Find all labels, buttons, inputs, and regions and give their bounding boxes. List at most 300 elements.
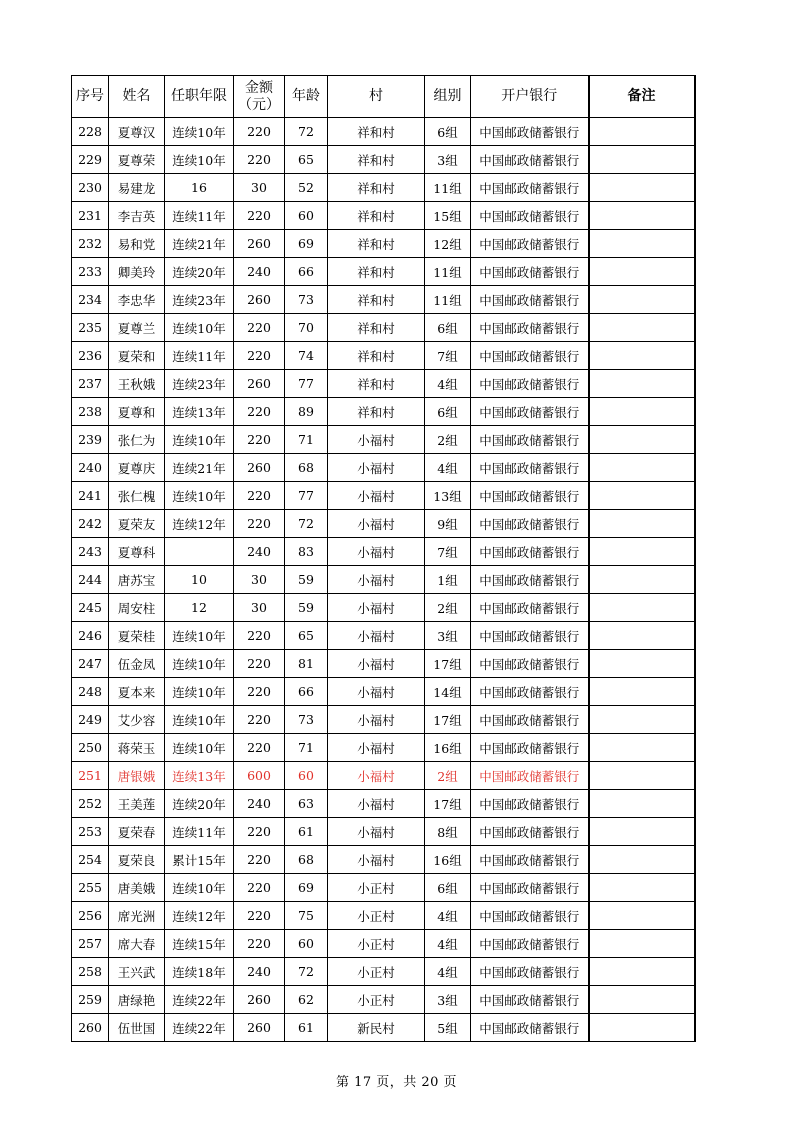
amount-cell: 220 xyxy=(234,342,285,370)
amount-cell: 260 xyxy=(234,370,285,398)
group-cell: 11组 xyxy=(425,174,471,202)
village-cell: 新民村 xyxy=(328,1014,425,1042)
seq-cell: 252 xyxy=(72,790,109,818)
village-cell: 小福村 xyxy=(328,454,425,482)
group-cell: 1组 xyxy=(425,566,471,594)
seq-cell: 241 xyxy=(72,482,109,510)
table-row xyxy=(72,706,695,734)
seq-cell: 236 xyxy=(72,342,109,370)
group-cell: 16组 xyxy=(425,846,471,874)
tenure-cell: 累计15年 xyxy=(165,846,234,874)
seq-cell: 250 xyxy=(72,734,109,762)
table-row xyxy=(72,818,695,846)
tenure-cell: 连续21年 xyxy=(165,230,234,258)
remark-cell xyxy=(589,958,695,986)
village-cell: 祥和村 xyxy=(328,202,425,230)
remark-cell xyxy=(589,566,695,594)
seq-cell: 232 xyxy=(72,230,109,258)
bank-cell: 中国邮政储蓄银行 xyxy=(471,902,589,930)
group-cell: 4组 xyxy=(425,930,471,958)
table-row xyxy=(72,174,695,202)
amount-cell: 600 xyxy=(234,762,285,790)
bank-cell: 中国邮政储蓄银行 xyxy=(471,650,589,678)
name-cell: 夏本来 xyxy=(109,678,165,706)
seq-cell: 238 xyxy=(72,398,109,426)
table-row xyxy=(72,874,695,902)
name-cell: 伍金凤 xyxy=(109,650,165,678)
bank-cell: 中国邮政储蓄银行 xyxy=(471,706,589,734)
name-cell: 艾少容 xyxy=(109,706,165,734)
bank-cell: 中国邮政储蓄银行 xyxy=(471,230,589,258)
table-row xyxy=(72,258,695,286)
village-cell: 祥和村 xyxy=(328,258,425,286)
remark-cell xyxy=(589,482,695,510)
amount-cell: 220 xyxy=(234,818,285,846)
name-cell: 张仁槐 xyxy=(109,482,165,510)
table-row xyxy=(72,762,695,790)
name-cell: 王美莲 xyxy=(109,790,165,818)
age-cell: 73 xyxy=(285,706,328,734)
group-cell: 5组 xyxy=(425,1014,471,1042)
village-cell: 祥和村 xyxy=(328,314,425,342)
group-cell: 16组 xyxy=(425,734,471,762)
village-cell: 祥和村 xyxy=(328,230,425,258)
seq-cell: 257 xyxy=(72,930,109,958)
table-row xyxy=(72,482,695,510)
header-name: 姓名 xyxy=(109,76,165,118)
remark-cell xyxy=(589,146,695,174)
village-cell: 小正村 xyxy=(328,902,425,930)
seq-cell: 256 xyxy=(72,902,109,930)
amount-cell: 220 xyxy=(234,930,285,958)
group-cell: 6组 xyxy=(425,118,471,146)
table-row xyxy=(72,370,695,398)
seq-cell: 239 xyxy=(72,426,109,454)
name-cell: 夏尊汉 xyxy=(109,118,165,146)
village-cell: 小福村 xyxy=(328,510,425,538)
age-cell: 75 xyxy=(285,902,328,930)
seq-cell: 231 xyxy=(72,202,109,230)
village-cell: 祥和村 xyxy=(328,118,425,146)
remark-cell xyxy=(589,594,695,622)
group-cell: 12组 xyxy=(425,230,471,258)
bank-cell: 中国邮政储蓄银行 xyxy=(471,342,589,370)
group-cell: 6组 xyxy=(425,314,471,342)
village-cell: 小福村 xyxy=(328,734,425,762)
bank-cell: 中国邮政储蓄银行 xyxy=(471,790,589,818)
name-cell: 王兴武 xyxy=(109,958,165,986)
tenure-cell: 连续10年 xyxy=(165,314,234,342)
village-cell: 小正村 xyxy=(328,930,425,958)
age-cell: 69 xyxy=(285,874,328,902)
seq-cell: 244 xyxy=(72,566,109,594)
age-cell: 66 xyxy=(285,258,328,286)
age-cell: 68 xyxy=(285,846,328,874)
age-cell: 81 xyxy=(285,650,328,678)
header-remark: 备注 xyxy=(589,76,695,118)
name-cell: 张仁为 xyxy=(109,426,165,454)
remark-cell xyxy=(589,706,695,734)
tenure-cell: 连续10年 xyxy=(165,118,234,146)
amount-cell: 240 xyxy=(234,538,285,566)
amount-cell: 220 xyxy=(234,398,285,426)
group-cell: 2组 xyxy=(425,762,471,790)
age-cell: 65 xyxy=(285,622,328,650)
group-cell: 3组 xyxy=(425,986,471,1014)
table-row xyxy=(72,118,695,146)
amount-cell: 220 xyxy=(234,650,285,678)
age-cell: 71 xyxy=(285,734,328,762)
page-footer: 第 17 页，共 20 页 xyxy=(335,1075,458,1090)
bank-cell: 中国邮政储蓄银行 xyxy=(471,174,589,202)
village-cell: 小福村 xyxy=(328,678,425,706)
amount-cell: 30 xyxy=(234,594,285,622)
seq-cell: 233 xyxy=(72,258,109,286)
village-cell: 小正村 xyxy=(328,874,425,902)
name-cell: 夏荣和 xyxy=(109,342,165,370)
name-cell: 夏荣友 xyxy=(109,510,165,538)
seq-cell: 229 xyxy=(72,146,109,174)
bank-cell: 中国邮政储蓄银行 xyxy=(471,426,589,454)
group-cell: 9组 xyxy=(425,510,471,538)
bank-cell: 中国邮政储蓄银行 xyxy=(471,930,589,958)
age-cell: 73 xyxy=(285,286,328,314)
name-cell: 伍世国 xyxy=(109,1014,165,1042)
table-row xyxy=(72,286,695,314)
amount-cell: 220 xyxy=(234,426,285,454)
tenure-cell: 连续10年 xyxy=(165,622,234,650)
age-cell: 68 xyxy=(285,454,328,482)
table-row xyxy=(72,734,695,762)
name-cell: 夏尊荣 xyxy=(109,146,165,174)
seq-cell: 243 xyxy=(72,538,109,566)
group-cell: 4组 xyxy=(425,902,471,930)
amount-cell: 260 xyxy=(234,454,285,482)
table-row xyxy=(72,566,695,594)
bank-cell: 中国邮政储蓄银行 xyxy=(471,1014,589,1042)
age-cell: 60 xyxy=(285,202,328,230)
name-cell: 夏尊兰 xyxy=(109,314,165,342)
remark-cell xyxy=(589,230,695,258)
table-row xyxy=(72,202,695,230)
amount-cell: 220 xyxy=(234,734,285,762)
bank-cell: 中国邮政储蓄银行 xyxy=(471,958,589,986)
header-amount-line2: （元） xyxy=(238,96,280,113)
group-cell: 17组 xyxy=(425,706,471,734)
tenure-cell: 连续10年 xyxy=(165,678,234,706)
village-cell: 祥和村 xyxy=(328,174,425,202)
bank-cell: 中国邮政储蓄银行 xyxy=(471,762,589,790)
table-row xyxy=(72,314,695,342)
remark-cell xyxy=(589,426,695,454)
village-cell: 小福村 xyxy=(328,566,425,594)
village-cell: 小福村 xyxy=(328,846,425,874)
name-cell: 夏尊科 xyxy=(109,538,165,566)
amount-cell: 240 xyxy=(234,258,285,286)
tenure-cell: 10 xyxy=(165,566,234,594)
header-amount-line1: 金额 xyxy=(245,79,273,96)
remark-cell xyxy=(589,734,695,762)
seq-cell: 253 xyxy=(72,818,109,846)
remark-cell xyxy=(589,174,695,202)
remark-cell xyxy=(589,650,695,678)
table-row xyxy=(72,342,695,370)
bank-cell: 中国邮政储蓄银行 xyxy=(471,202,589,230)
remark-cell xyxy=(589,454,695,482)
bank-cell: 中国邮政储蓄银行 xyxy=(471,398,589,426)
age-cell: 77 xyxy=(285,370,328,398)
table-row xyxy=(72,790,695,818)
seq-cell: 230 xyxy=(72,174,109,202)
tenure-cell: 连续10年 xyxy=(165,706,234,734)
table-row xyxy=(72,454,695,482)
amount-cell: 30 xyxy=(234,566,285,594)
bank-cell: 中国邮政储蓄银行 xyxy=(471,538,589,566)
seq-cell: 260 xyxy=(72,1014,109,1042)
group-cell: 11组 xyxy=(425,258,471,286)
seq-cell: 237 xyxy=(72,370,109,398)
amount-cell: 240 xyxy=(234,958,285,986)
age-cell: 72 xyxy=(285,118,328,146)
group-cell: 6组 xyxy=(425,398,471,426)
seq-cell: 228 xyxy=(72,118,109,146)
bank-cell: 中国邮政储蓄银行 xyxy=(471,566,589,594)
table-row xyxy=(72,426,695,454)
village-cell: 小福村 xyxy=(328,482,425,510)
bank-cell: 中国邮政储蓄银行 xyxy=(471,510,589,538)
remark-cell xyxy=(589,790,695,818)
remark-cell xyxy=(589,818,695,846)
remark-cell xyxy=(589,762,695,790)
bank-cell: 中国邮政储蓄银行 xyxy=(471,314,589,342)
tenure-cell: 连续12年 xyxy=(165,510,234,538)
header-bank: 开户银行 xyxy=(471,76,589,118)
remark-cell xyxy=(589,342,695,370)
amount-cell: 260 xyxy=(234,230,285,258)
age-cell: 52 xyxy=(285,174,328,202)
table-row xyxy=(72,650,695,678)
header-seq: 序号 xyxy=(72,76,109,118)
tenure-cell: 连续10年 xyxy=(165,874,234,902)
village-cell: 小福村 xyxy=(328,706,425,734)
village-cell: 小福村 xyxy=(328,622,425,650)
tenure-cell: 连续18年 xyxy=(165,958,234,986)
remark-cell xyxy=(589,118,695,146)
remark-cell xyxy=(589,202,695,230)
seq-cell: 245 xyxy=(72,594,109,622)
remark-cell xyxy=(589,622,695,650)
village-cell: 祥和村 xyxy=(328,342,425,370)
group-cell: 3组 xyxy=(425,146,471,174)
name-cell: 唐银娥 xyxy=(109,762,165,790)
group-cell: 17组 xyxy=(425,790,471,818)
tenure-cell: 连续15年 xyxy=(165,930,234,958)
village-cell: 小正村 xyxy=(328,986,425,1014)
age-cell: 72 xyxy=(285,510,328,538)
age-cell: 59 xyxy=(285,594,328,622)
tenure-cell: 连续20年 xyxy=(165,790,234,818)
seq-cell: 249 xyxy=(72,706,109,734)
group-cell: 7组 xyxy=(425,342,471,370)
age-cell: 65 xyxy=(285,146,328,174)
amount-cell: 220 xyxy=(234,146,285,174)
tenure-cell: 连续10年 xyxy=(165,426,234,454)
name-cell: 李忠华 xyxy=(109,286,165,314)
group-cell: 4组 xyxy=(425,454,471,482)
table-row xyxy=(72,902,695,930)
age-cell: 70 xyxy=(285,314,328,342)
remark-cell xyxy=(589,930,695,958)
amount-cell: 220 xyxy=(234,202,285,230)
seq-cell: 240 xyxy=(72,454,109,482)
seq-cell: 259 xyxy=(72,986,109,1014)
roster-table xyxy=(71,75,696,1042)
group-cell: 11组 xyxy=(425,286,471,314)
amount-cell: 220 xyxy=(234,902,285,930)
name-cell: 席光洲 xyxy=(109,902,165,930)
tenure-cell: 连续23年 xyxy=(165,286,234,314)
bank-cell: 中国邮政储蓄银行 xyxy=(471,454,589,482)
amount-cell: 220 xyxy=(234,622,285,650)
tenure-cell: 连续20年 xyxy=(165,258,234,286)
age-cell: 89 xyxy=(285,398,328,426)
group-cell: 13组 xyxy=(425,482,471,510)
tenure-cell: 连续10年 xyxy=(165,650,234,678)
bank-cell: 中国邮政储蓄银行 xyxy=(471,370,589,398)
tenure-cell: 连续22年 xyxy=(165,1014,234,1042)
seq-cell: 242 xyxy=(72,510,109,538)
amount-cell: 220 xyxy=(234,314,285,342)
amount-cell: 220 xyxy=(234,678,285,706)
amount-cell: 30 xyxy=(234,174,285,202)
table-row xyxy=(72,846,695,874)
name-cell: 卿美玲 xyxy=(109,258,165,286)
age-cell: 59 xyxy=(285,566,328,594)
tenure-cell: 连续22年 xyxy=(165,986,234,1014)
remark-cell xyxy=(589,874,695,902)
seq-cell: 254 xyxy=(72,846,109,874)
group-cell: 15组 xyxy=(425,202,471,230)
name-cell: 夏荣良 xyxy=(109,846,165,874)
bank-cell: 中国邮政储蓄银行 xyxy=(471,818,589,846)
village-cell: 小福村 xyxy=(328,818,425,846)
name-cell: 易和党 xyxy=(109,230,165,258)
name-cell: 唐苏宝 xyxy=(109,566,165,594)
village-cell: 小福村 xyxy=(328,762,425,790)
group-cell: 7组 xyxy=(425,538,471,566)
header-group: 组别 xyxy=(425,76,471,118)
table-row xyxy=(72,510,695,538)
table-row xyxy=(72,538,695,566)
group-cell: 3组 xyxy=(425,622,471,650)
amount-cell: 260 xyxy=(234,1014,285,1042)
seq-cell: 246 xyxy=(72,622,109,650)
group-cell: 2组 xyxy=(425,594,471,622)
name-cell: 夏荣桂 xyxy=(109,622,165,650)
table-body xyxy=(72,118,695,1042)
name-cell: 夏荣春 xyxy=(109,818,165,846)
bank-cell: 中国邮政储蓄银行 xyxy=(471,734,589,762)
village-cell: 小福村 xyxy=(328,594,425,622)
name-cell: 易建龙 xyxy=(109,174,165,202)
remark-cell xyxy=(589,846,695,874)
group-cell: 17组 xyxy=(425,650,471,678)
remark-cell xyxy=(589,314,695,342)
village-cell: 小福村 xyxy=(328,538,425,566)
age-cell: 62 xyxy=(285,986,328,1014)
age-cell: 77 xyxy=(285,482,328,510)
name-cell: 李吉英 xyxy=(109,202,165,230)
group-cell: 2组 xyxy=(425,426,471,454)
amount-cell: 220 xyxy=(234,510,285,538)
tenure-cell: 连续11年 xyxy=(165,202,234,230)
bank-cell: 中国邮政储蓄银行 xyxy=(471,118,589,146)
table-row xyxy=(72,230,695,258)
bank-cell: 中国邮政储蓄银行 xyxy=(471,286,589,314)
age-cell: 69 xyxy=(285,230,328,258)
bank-cell: 中国邮政储蓄银行 xyxy=(471,258,589,286)
name-cell: 夏尊和 xyxy=(109,398,165,426)
age-cell: 61 xyxy=(285,818,328,846)
table-row xyxy=(72,398,695,426)
remark-cell xyxy=(589,398,695,426)
tenure-cell: 连续11年 xyxy=(165,342,234,370)
seq-cell: 251 xyxy=(72,762,109,790)
age-cell: 60 xyxy=(285,762,328,790)
bank-cell: 中国邮政储蓄银行 xyxy=(471,482,589,510)
amount-cell: 220 xyxy=(234,706,285,734)
remark-cell xyxy=(589,1014,695,1042)
amount-cell: 220 xyxy=(234,118,285,146)
name-cell: 唐绿艳 xyxy=(109,986,165,1014)
tenure-cell: 连续10年 xyxy=(165,146,234,174)
bank-cell: 中国邮政储蓄银行 xyxy=(471,678,589,706)
header-tenure: 任职年限 xyxy=(165,76,234,118)
village-cell: 小福村 xyxy=(328,650,425,678)
table-row xyxy=(72,930,695,958)
amount-cell: 260 xyxy=(234,986,285,1014)
bank-cell: 中国邮政储蓄银行 xyxy=(471,986,589,1014)
remark-cell xyxy=(589,258,695,286)
remark-cell xyxy=(589,678,695,706)
header-age: 年龄 xyxy=(285,76,328,118)
remark-cell xyxy=(589,986,695,1014)
tenure-cell: 连续13年 xyxy=(165,398,234,426)
table-row xyxy=(72,986,695,1014)
village-cell: 小福村 xyxy=(328,790,425,818)
age-cell: 60 xyxy=(285,930,328,958)
group-cell: 6组 xyxy=(425,874,471,902)
tenure-cell: 连续10年 xyxy=(165,482,234,510)
table-row xyxy=(72,678,695,706)
village-cell: 祥和村 xyxy=(328,286,425,314)
amount-cell: 220 xyxy=(234,846,285,874)
age-cell: 83 xyxy=(285,538,328,566)
header-village: 村 xyxy=(328,76,425,118)
group-cell: 14组 xyxy=(425,678,471,706)
name-cell: 周安柱 xyxy=(109,594,165,622)
bank-cell: 中国邮政储蓄银行 xyxy=(471,874,589,902)
table-row xyxy=(72,622,695,650)
village-cell: 祥和村 xyxy=(328,398,425,426)
age-cell: 63 xyxy=(285,790,328,818)
name-cell: 席大春 xyxy=(109,930,165,958)
name-cell: 王秋娥 xyxy=(109,370,165,398)
amount-cell: 220 xyxy=(234,874,285,902)
name-cell: 唐美娥 xyxy=(109,874,165,902)
remark-cell xyxy=(589,510,695,538)
remark-cell xyxy=(589,538,695,566)
